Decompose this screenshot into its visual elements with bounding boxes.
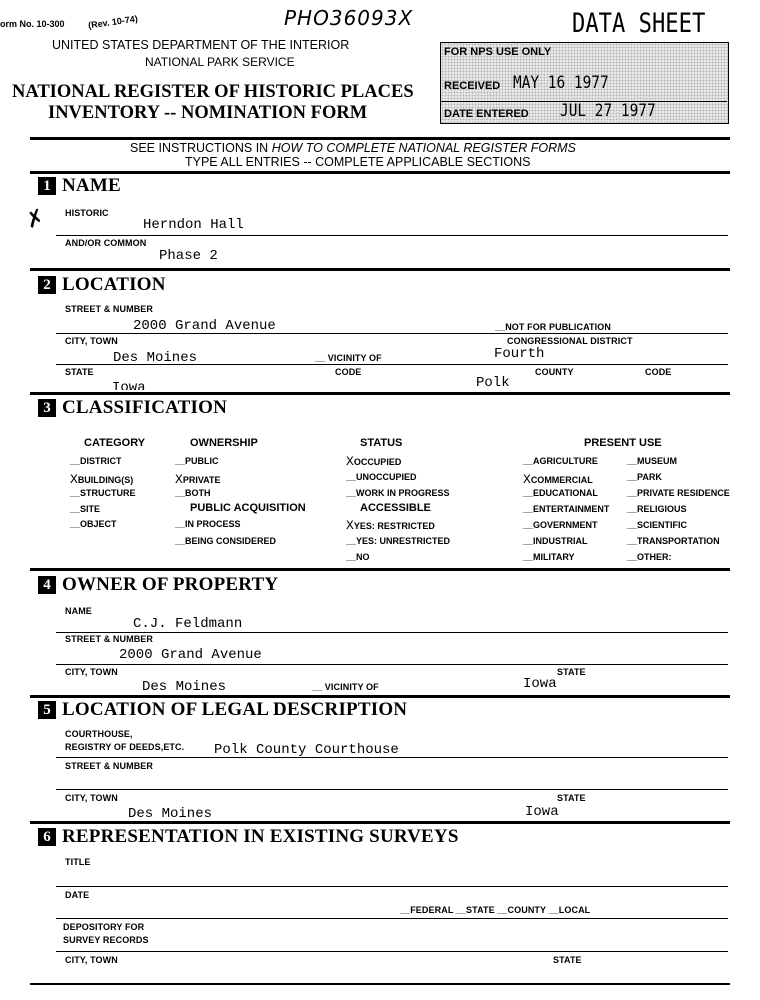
legal-state: Iowa	[525, 804, 559, 820]
section-title: REPRESENTATION IN EXISTING SURVEYS	[62, 826, 459, 847]
section-title: LOCATION	[62, 274, 166, 295]
accessible-no[interactable]: __NO	[346, 552, 370, 562]
survey-title-label: TITLE	[65, 857, 91, 867]
nps-divider	[441, 101, 727, 102]
rule	[56, 951, 728, 952]
ownership-header: OWNERSHIP	[190, 437, 258, 449]
state-value: Iowa	[112, 380, 146, 390]
option-label: PRIVATE	[182, 475, 221, 485]
section-title: OWNER OF PROPERTY	[62, 574, 279, 595]
ownership-public[interactable]: __PUBLIC	[175, 456, 219, 466]
common-name: Phase 2	[159, 248, 218, 264]
survey-levels: __FEDERAL __STATE __COUNTY __LOCAL	[400, 905, 591, 915]
acquisition-header: PUBLIC ACQUISITION	[190, 502, 306, 514]
registry-label: REGISTRY OF DEEDS,ETC.	[65, 742, 185, 752]
rule	[30, 137, 730, 140]
option-label: COMMERCIAL	[530, 475, 593, 485]
category-object[interactable]: __OBJECT	[70, 519, 117, 529]
accessible-unrestricted[interactable]: __YES: UNRESTRICTED	[346, 536, 451, 546]
section-title: NAME	[62, 175, 121, 196]
status-occupied[interactable]	[346, 454, 401, 469]
rule	[56, 757, 728, 758]
survey-city-label: CITY, TOWN	[65, 955, 118, 965]
entered-label: DATE ENTERED	[444, 108, 529, 120]
rule	[56, 333, 728, 334]
x-mark: X	[346, 454, 354, 469]
common-label: AND/OR COMMON	[65, 238, 147, 248]
city-label: CITY, TOWN	[65, 336, 118, 346]
legal-city: Des Moines	[128, 806, 213, 822]
accessible-header: ACCESSIBLE	[360, 502, 431, 514]
rule	[56, 789, 728, 790]
use-park[interactable]: __PARK	[627, 472, 662, 482]
use-government[interactable]: __GOVERNMENT	[523, 520, 598, 530]
x-mark: X	[523, 472, 531, 487]
street-label: STREET & NUMBER	[65, 304, 154, 314]
state-label: STATE	[65, 367, 94, 377]
section-number: 1	[38, 177, 56, 195]
status-work-in-progress[interactable]: __WORK IN PROGRESS	[346, 488, 450, 498]
rule	[30, 821, 730, 824]
use-private-residence[interactable]: __PRIVATE RESIDENCE	[627, 488, 730, 498]
form-title-line1: NATIONAL REGISTER OF HISTORIC PLACES	[12, 82, 414, 102]
category-site[interactable]: __SITE	[70, 504, 101, 514]
courthouse-value: Polk County Courthouse	[214, 742, 399, 758]
use-entertainment[interactable]: __ENTERTAINMENT	[523, 504, 610, 514]
form-number: orm No. 10-300	[0, 19, 65, 29]
nps-heading: FOR NPS USE ONLY	[444, 46, 552, 58]
section-number: 6	[38, 828, 56, 846]
acquisition-in-process[interactable]: __IN PROCESS	[175, 519, 241, 529]
rule	[56, 632, 728, 633]
rule	[56, 886, 728, 887]
vicinity-label: __ VICINITY OF	[315, 353, 382, 363]
survey-date-label: DATE	[65, 890, 90, 900]
use-commercial[interactable]	[523, 472, 593, 487]
section-number: 5	[38, 701, 56, 719]
owner-city-label: CITY, TOWN	[65, 667, 118, 677]
congressional-value: Fourth	[494, 346, 545, 362]
rule	[56, 918, 728, 919]
use-religious[interactable]: __RELIGIOUS	[627, 504, 687, 514]
rule	[56, 664, 728, 665]
instructions-line2: TYPE ALL ENTRIES -- COMPLETE APPLICABLE SECTIONS	[185, 155, 531, 169]
rule	[30, 695, 730, 698]
survey-state-label: STATE	[553, 955, 582, 965]
acquisition-being-considered[interactable]: __BEING CONSIDERED	[175, 536, 277, 546]
received-date-stamp: MAY 16 1977	[513, 73, 609, 93]
rule	[30, 268, 730, 271]
option-label: OCCUPIED	[353, 457, 402, 467]
code-label: CODE	[335, 367, 362, 377]
section-number: 2	[38, 276, 56, 294]
use-military[interactable]: __MILITARY	[523, 552, 575, 562]
section-title: LOCATION OF LEGAL DESCRIPTION	[62, 699, 408, 720]
status-header: STATUS	[360, 437, 403, 449]
use-scientific[interactable]: __SCIENTIFIC	[627, 520, 688, 530]
rule	[30, 392, 730, 395]
ownership-private[interactable]	[175, 472, 220, 487]
courthouse-label: COURTHOUSE,	[65, 729, 133, 739]
handwritten-id: PHO36093X	[284, 6, 414, 30]
use-transportation[interactable]: __TRANSPORTATION	[627, 536, 720, 546]
x-mark: X	[70, 472, 78, 487]
county-value: Polk	[476, 375, 510, 391]
category-buildings[interactable]	[70, 472, 133, 487]
owner-name-label: NAME	[65, 606, 92, 616]
use-agriculture[interactable]: __AGRICULTURE	[523, 456, 598, 466]
section-number: 3	[38, 399, 56, 417]
congressional-label: CONGRESSIONAL DISTRICT	[507, 336, 633, 346]
category-district[interactable]: __DISTRICT	[70, 456, 122, 466]
option-label: YES: RESTRICTED	[353, 521, 435, 531]
legal-street-label: STREET & NUMBER	[65, 761, 154, 771]
depository-label: DEPOSITORY FOR	[63, 922, 145, 932]
street-value: 2000 Grand Avenue	[133, 318, 276, 334]
owner-name: C.J. Feldmann	[133, 616, 243, 632]
instructions-title: HOW TO COMPLETE NATIONAL REGISTER FORMS	[271, 141, 576, 155]
owner-state-label: STATE	[557, 667, 586, 677]
section-title: CLASSIFICATION	[62, 397, 228, 418]
check-mark-icon: ✗	[22, 203, 48, 234]
use-industrial[interactable]: __INDUSTRIAL	[523, 536, 588, 546]
option-label: BUILDING(S)	[77, 475, 134, 485]
ownership-both[interactable]: __BOTH	[175, 488, 211, 498]
rule	[56, 364, 728, 365]
use-other[interactable]: __OTHER:	[627, 552, 672, 562]
category-header: CATEGORY	[84, 437, 146, 449]
city-value: Des Moines	[113, 350, 198, 366]
not-for-publication: __NOT FOR PUBLICATION	[495, 322, 611, 332]
county-label: COUNTY	[535, 367, 574, 377]
historic-name: Herndon Hall	[143, 217, 244, 233]
historic-label: HISTORIC	[65, 208, 109, 218]
county-code-label: CODE	[645, 367, 672, 377]
owner-state: Iowa	[523, 676, 557, 692]
use-educational[interactable]: __EDUCATIONAL	[523, 488, 598, 498]
owner-vicinity: __ VICINITY OF	[312, 682, 379, 692]
instructions-prefix: SEE INSTRUCTIONS IN	[130, 141, 272, 155]
owner-street: 2000 Grand Avenue	[119, 647, 262, 663]
x-mark: X	[175, 472, 183, 487]
rule	[30, 983, 730, 985]
rule	[30, 171, 730, 174]
rule	[56, 235, 728, 236]
legal-state-label: STATE	[557, 793, 586, 803]
revision: (Rev. 10-74)	[87, 13, 139, 31]
use-museum[interactable]: __MUSEUM	[627, 456, 678, 466]
owner-city: Des Moines	[142, 679, 227, 695]
received-label: RECEIVED	[444, 80, 501, 92]
rule	[30, 568, 730, 571]
service-name: NATIONAL PARK SERVICE	[145, 55, 295, 69]
data-sheet-stamp: DATA SHEET	[572, 8, 706, 39]
category-structure[interactable]: __STRUCTURE	[70, 488, 136, 498]
entered-date-stamp: JUL 27 1977	[560, 101, 656, 121]
legal-city-label: CITY, TOWN	[65, 793, 118, 803]
department-name: UNITED STATES DEPARTMENT OF THE INTERIOR	[52, 38, 350, 52]
section-number: 4	[38, 576, 56, 594]
survey-records-label: SURVEY RECORDS	[63, 935, 149, 945]
form-title-line2: INVENTORY -- NOMINATION FORM	[48, 103, 368, 123]
owner-street-label: STREET & NUMBER	[65, 634, 154, 644]
status-unoccupied[interactable]: __UNOCCUPIED	[346, 472, 417, 482]
x-mark: X	[346, 518, 354, 533]
present-use-header: PRESENT USE	[584, 437, 662, 449]
accessible-restricted[interactable]	[346, 518, 435, 533]
instructions-line1	[130, 141, 576, 155]
